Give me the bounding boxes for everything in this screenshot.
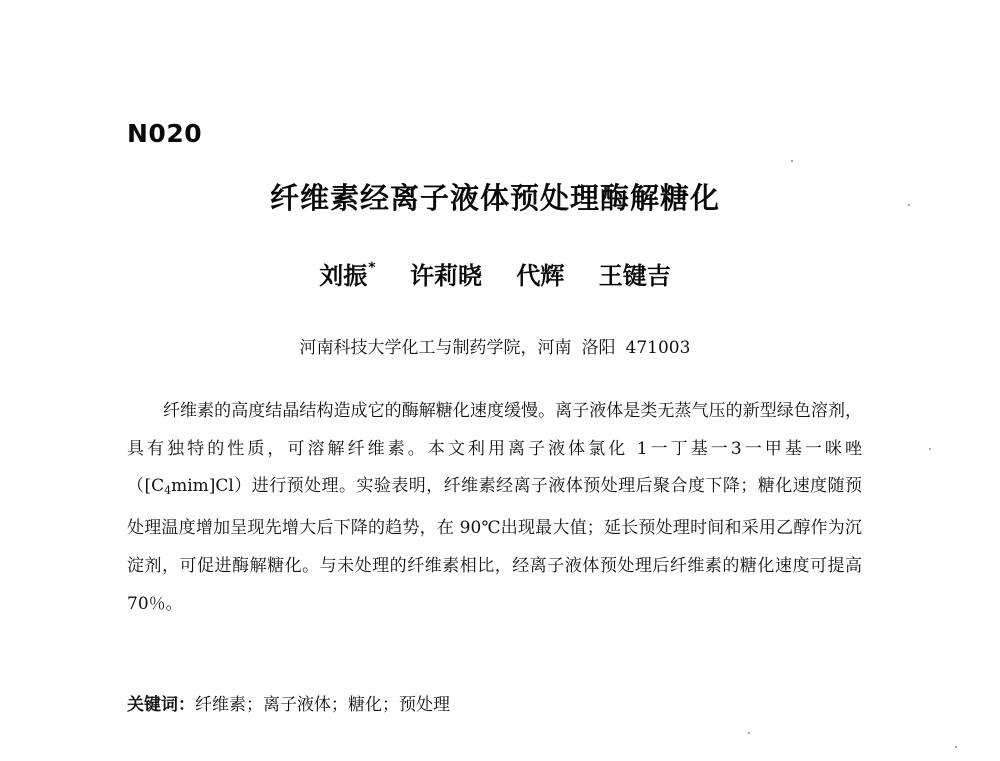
author-name: 许莉晓 (409, 262, 482, 290)
keywords-label: 关键词： (127, 695, 195, 715)
author-name: 代辉 (516, 262, 565, 290)
scan-speck (955, 746, 957, 748)
affiliation-postcode: 471003 (625, 338, 691, 358)
keywords-text: 纤维素；离子液体；糖化；预处理 (195, 695, 450, 715)
affiliation (0, 333, 990, 358)
author-name: 王键吉 (598, 262, 671, 290)
author-list (0, 256, 990, 291)
abstract-text-part1: 纤维素的高度结晶结构造成它的酶解糖化速度缓慢。离子液体是类无蒸气压的新型绿色溶剂，具有独特的性质，可溶解纤维素。本文利用离子液体氯化 1一丁基一3一甲基一咪唑（[C (127, 401, 862, 497)
paper-title: 纤维素经离子液体预处理酶解糖化 (269, 181, 720, 215)
abstract-text-part2: mim]Cl）进行预处理。实验表明，纤维素经离子液体预处理后聚合度下降；糖化速度随预处理温度增加呈现先增大后下降的趋势，在 90℃出现最大值；延长预处理时间和采用乙醇作为沉淀剂，可促进酶解糖化。与未处理的纤维素相比，经离子液体预处理后纤维素的糖化速度可提高 70％。 (127, 476, 862, 614)
author-name: 刘振* (319, 260, 376, 290)
scan-speck (908, 204, 910, 206)
scan-speck (791, 160, 793, 162)
keywords (127, 690, 450, 715)
affiliation-city: 洛阳 (581, 338, 616, 358)
corresponding-author-mark: * (368, 260, 376, 276)
scan-speck (929, 448, 931, 450)
abstract-subscript: 4 (164, 484, 172, 498)
scan-speck (748, 732, 750, 734)
affiliation-institution: 河南科技大学化工与制药学院，河南 (299, 338, 572, 358)
paper-code: N020 (127, 119, 203, 148)
abstract-paragraph (127, 393, 862, 623)
